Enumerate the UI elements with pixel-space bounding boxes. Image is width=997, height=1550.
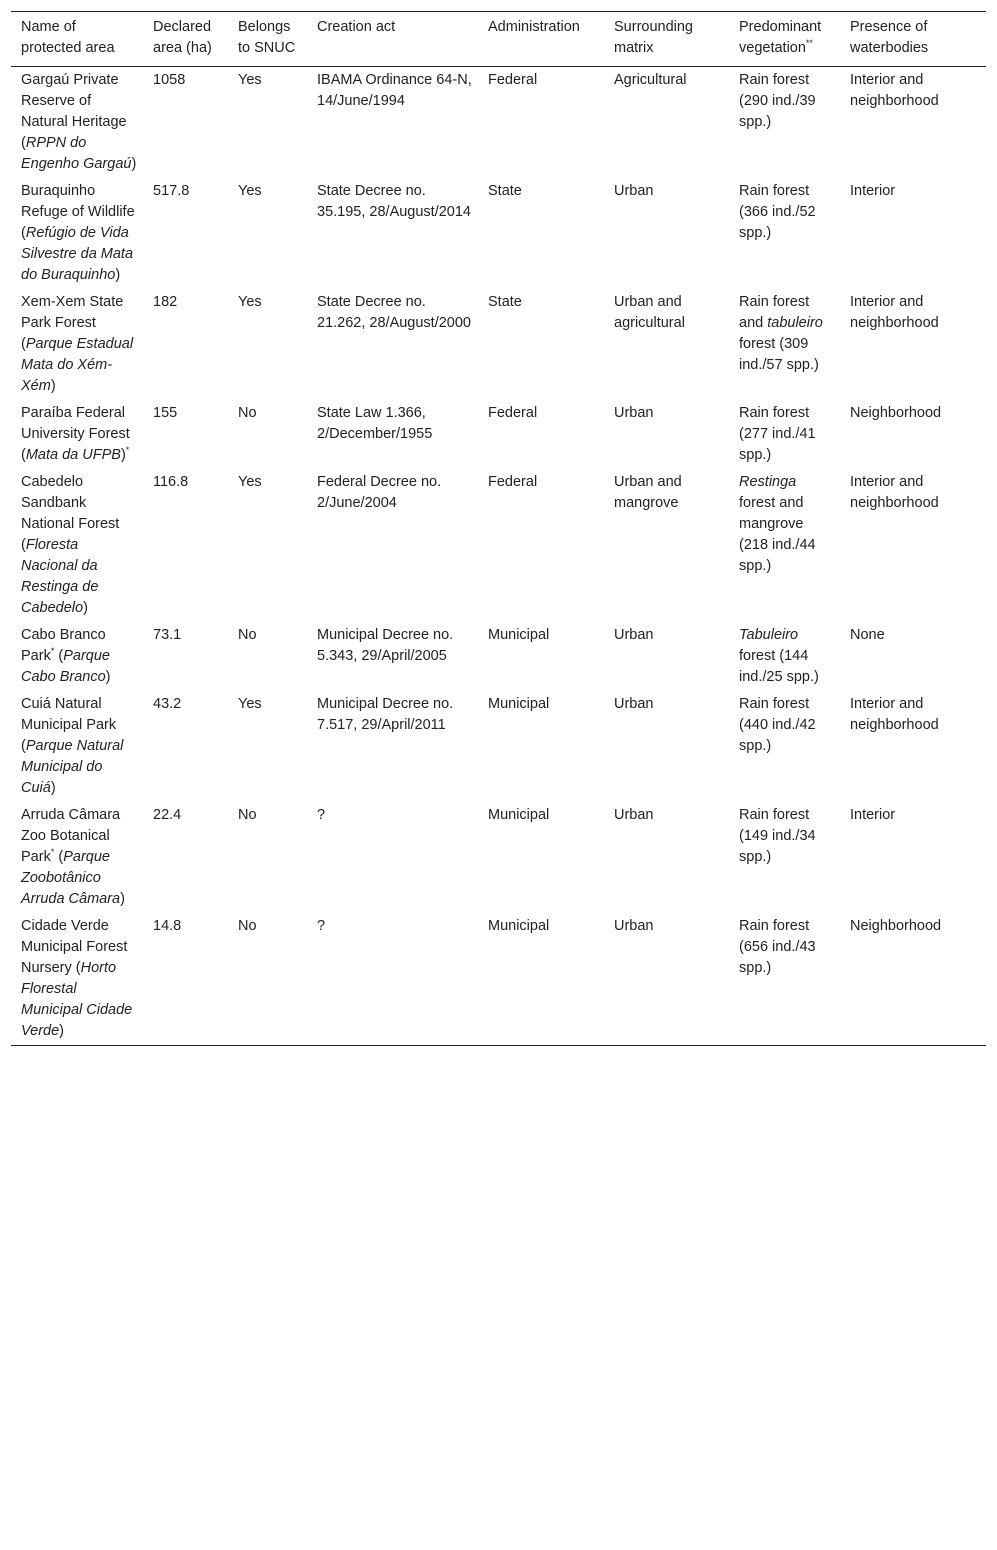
vegetation-term: Tabuleiro bbox=[739, 627, 799, 643]
cell-administration: Municipal bbox=[488, 807, 550, 823]
area-name: Cabo Branco Park bbox=[21, 627, 106, 664]
cell-waterbodies: Neighborhood bbox=[850, 405, 942, 421]
table-row bbox=[11, 622, 986, 691]
vegetation-text: Rain forest (290 ind./39 spp.) bbox=[739, 72, 816, 130]
area-name: Gargaú Private Reserve of Natural Heritage bbox=[21, 72, 127, 130]
table-body bbox=[11, 67, 986, 1046]
area-local-name: Parque Estadual Mata do Xém-Xém bbox=[21, 336, 134, 394]
cell-name: Buraquinho Refuge of Wildlife (Refúgio de Vida Silvestre da Mata do Buraquinho) bbox=[21, 183, 135, 283]
cell-creation-act: ? bbox=[317, 807, 326, 823]
header-row bbox=[11, 12, 986, 67]
column-header-label: Name of protected area bbox=[21, 19, 115, 56]
column-header-label: Belongs to SNUC bbox=[238, 19, 296, 56]
vegetation-text: Rain forest (149 ind./34 spp.) bbox=[739, 807, 816, 865]
cell-surrounding-matrix: Urban bbox=[614, 918, 654, 934]
table-row bbox=[11, 67, 986, 179]
cell-administration: Municipal bbox=[488, 918, 550, 934]
cell-administration: State bbox=[488, 183, 522, 199]
footnote-marker: * bbox=[125, 445, 130, 456]
area-local-name: Parque Zoobotânico Arruda Câmara bbox=[21, 849, 121, 907]
cell-name: Cidade Verde Municipal Forest Nursery (Horto Florestal Municipal Cidade Verde) bbox=[21, 918, 133, 1039]
area-name: Paraíba Federal University Forest bbox=[21, 405, 130, 442]
cell-surrounding-matrix: Urban bbox=[614, 627, 654, 643]
table-row bbox=[11, 469, 986, 622]
column-header bbox=[228, 12, 307, 67]
cell-snuc: No bbox=[238, 807, 257, 823]
cell-administration: Municipal bbox=[488, 696, 550, 712]
area-local-name: RPPN do Engenho Gargaú bbox=[21, 135, 132, 172]
column-header bbox=[840, 12, 986, 67]
table-container bbox=[11, 11, 986, 1046]
cell-surrounding-matrix: Urban and agricultural bbox=[614, 294, 685, 331]
cell-declared-area: 182 bbox=[153, 294, 178, 310]
cell-snuc: No bbox=[238, 918, 257, 934]
cell-creation-act: IBAMA Ordinance 64-N, 14/June/1994 bbox=[317, 72, 472, 109]
protected-areas-table bbox=[11, 11, 986, 1046]
cell-surrounding-matrix: Urban bbox=[614, 405, 654, 421]
cell-declared-area: 517.8 bbox=[153, 183, 190, 199]
cell-snuc: Yes bbox=[238, 294, 262, 310]
cell-creation-act: ? bbox=[317, 918, 326, 934]
table-row bbox=[11, 289, 986, 400]
cell-waterbodies: Interior bbox=[850, 183, 896, 199]
cell-vegetation bbox=[729, 469, 840, 622]
column-header bbox=[478, 12, 604, 67]
cell-snuc: No bbox=[238, 627, 257, 643]
footnote-marker: ** bbox=[805, 38, 813, 49]
cell-administration: Federal bbox=[488, 405, 538, 421]
cell-name: Cuiá Natural Municipal Park (Parque Natural Municipal do Cuiá) bbox=[21, 696, 124, 796]
cell-vegetation bbox=[729, 400, 840, 469]
vegetation-term: tabuleiro bbox=[767, 315, 823, 331]
cell-declared-area: 116.8 bbox=[153, 474, 189, 490]
column-header-label: Surrounding matrix bbox=[614, 19, 693, 56]
table-row bbox=[11, 400, 986, 469]
table-header bbox=[11, 12, 986, 67]
cell-creation-act: State Decree no. 21.262, 28/August/2000 bbox=[317, 294, 471, 331]
cell-vegetation bbox=[729, 622, 840, 691]
vegetation-text: Rain forest (440 ind./42 spp.) bbox=[739, 696, 816, 754]
cell-declared-area: 22.4 bbox=[153, 807, 182, 823]
area-name: Cabedelo Sandbank National Forest bbox=[21, 474, 120, 532]
cell-waterbodies: Interior and neighborhood bbox=[850, 474, 939, 511]
cell-name: Gargaú Private Reserve of Natural Heritage (RPPN do Engenho Gargaú) bbox=[21, 72, 137, 172]
area-local-name: Parque Natural Municipal do Cuiá bbox=[21, 738, 124, 796]
cell-administration: Municipal bbox=[488, 627, 550, 643]
cell-snuc: Yes bbox=[238, 72, 262, 88]
cell-name: Paraíba Federal University Forest (Mata da UFPB)* bbox=[21, 405, 130, 463]
cell-declared-area: 73.1 bbox=[153, 627, 182, 643]
cell-surrounding-matrix: Urban bbox=[614, 183, 654, 199]
area-local-name: Refúgio de Vida Silvestre da Mata do Buraquinho bbox=[21, 225, 134, 283]
cell-creation-act: Municipal Decree no. 7.517, 29/April/2011 bbox=[317, 696, 454, 733]
area-local-name: Parque Cabo Branco bbox=[21, 648, 110, 685]
cell-waterbodies: Interior bbox=[850, 807, 896, 823]
vegetation-text: forest (309 ind./57 spp.) bbox=[739, 336, 819, 373]
cell-creation-act: Municipal Decree no. 5.343, 29/April/2005 bbox=[317, 627, 454, 664]
area-name: Buraquinho Refuge of Wildlife bbox=[21, 183, 135, 220]
column-header bbox=[729, 12, 840, 67]
column-header bbox=[307, 12, 478, 67]
vegetation-text: Rain forest and bbox=[739, 294, 810, 331]
vegetation-text: forest and mangrove (218 ind./44 spp.) bbox=[739, 495, 816, 574]
cell-vegetation bbox=[729, 802, 840, 913]
cell-waterbodies: Neighborhood bbox=[850, 918, 942, 934]
cell-waterbodies: Interior and neighborhood bbox=[850, 696, 939, 733]
table-row bbox=[11, 691, 986, 802]
footnote-marker: * bbox=[50, 847, 55, 858]
cell-name: Arruda Câmara Zoo Botanical Park* (Parque Zoobotânico Arruda Câmara) bbox=[21, 807, 125, 907]
table-row bbox=[11, 802, 986, 913]
area-name: Cuiá Natural Municipal Park bbox=[21, 696, 117, 733]
vegetation-text: Rain forest (366 ind./52 spp.) bbox=[739, 183, 816, 241]
cell-surrounding-matrix: Urban bbox=[614, 807, 654, 823]
cell-declared-area: 14.8 bbox=[153, 918, 182, 934]
column-header-label: Declared area (ha) bbox=[153, 19, 212, 56]
cell-snuc: Yes bbox=[238, 474, 262, 490]
footnote-marker: * bbox=[50, 646, 55, 657]
cell-vegetation bbox=[729, 178, 840, 289]
area-local-name: Horto Florestal Municipal Cidade Verde bbox=[21, 960, 133, 1039]
cell-snuc: Yes bbox=[238, 696, 262, 712]
cell-declared-area: 1058 bbox=[153, 72, 186, 88]
cell-surrounding-matrix: Urban bbox=[614, 696, 654, 712]
column-header bbox=[604, 12, 729, 67]
cell-waterbodies: Interior and neighborhood bbox=[850, 294, 939, 331]
cell-vegetation bbox=[729, 67, 840, 179]
column-header-label: Creation act bbox=[317, 19, 396, 35]
cell-vegetation bbox=[729, 913, 840, 1046]
cell-snuc: Yes bbox=[238, 183, 262, 199]
area-local-name: Mata da UFPB bbox=[25, 447, 121, 463]
column-header bbox=[11, 12, 143, 67]
vegetation-text: Rain forest (656 ind./43 spp.) bbox=[739, 918, 816, 976]
column-header-label: Administration bbox=[488, 19, 580, 35]
cell-vegetation bbox=[729, 289, 840, 400]
area-name: Cidade Verde Municipal Forest Nursery bbox=[21, 918, 128, 976]
cell-snuc: No bbox=[238, 405, 257, 421]
column-header-label: Predominant vegetation bbox=[739, 19, 822, 56]
table-row bbox=[11, 913, 986, 1046]
cell-surrounding-matrix: Urban and mangrove bbox=[614, 474, 682, 511]
column-header-label: Presence of waterbodies bbox=[850, 19, 929, 56]
vegetation-term: Restinga bbox=[739, 474, 797, 490]
column-header bbox=[143, 12, 228, 67]
vegetation-text: Rain forest (277 ind./41 spp.) bbox=[739, 405, 816, 463]
cell-declared-area: 155 bbox=[153, 405, 178, 421]
table-row bbox=[11, 178, 986, 289]
cell-declared-area: 43.2 bbox=[153, 696, 182, 712]
cell-surrounding-matrix: Agricultural bbox=[614, 72, 687, 88]
cell-vegetation bbox=[729, 691, 840, 802]
cell-creation-act: Federal Decree no. 2/June/2004 bbox=[317, 474, 442, 511]
area-name: Xem-Xem State Park Forest bbox=[21, 294, 124, 331]
area-local-name: Floresta Nacional da Restinga de Cabedelo bbox=[21, 537, 99, 616]
vegetation-text: forest (144 ind./25 spp.) bbox=[739, 648, 819, 685]
cell-creation-act: State Decree no. 35.195, 28/August/2014 bbox=[317, 183, 471, 220]
cell-administration: Federal bbox=[488, 72, 538, 88]
cell-administration: State bbox=[488, 294, 522, 310]
cell-administration: Federal bbox=[488, 474, 538, 490]
cell-waterbodies: Interior and neighborhood bbox=[850, 72, 939, 109]
cell-name: Cabedelo Sandbank National Forest (Floresta Nacional da Restinga de Cabedelo) bbox=[21, 474, 120, 616]
area-name: Arruda Câmara Zoo Botanical Park bbox=[21, 807, 121, 865]
cell-name: Cabo Branco Park* (Parque Cabo Branco) bbox=[21, 627, 111, 685]
cell-creation-act: State Law 1.366, 2/December/1955 bbox=[317, 405, 433, 442]
cell-waterbodies: None bbox=[850, 627, 885, 643]
cell-name: Xem-Xem State Park Forest (Parque Estadual Mata do Xém-Xém) bbox=[21, 294, 134, 394]
